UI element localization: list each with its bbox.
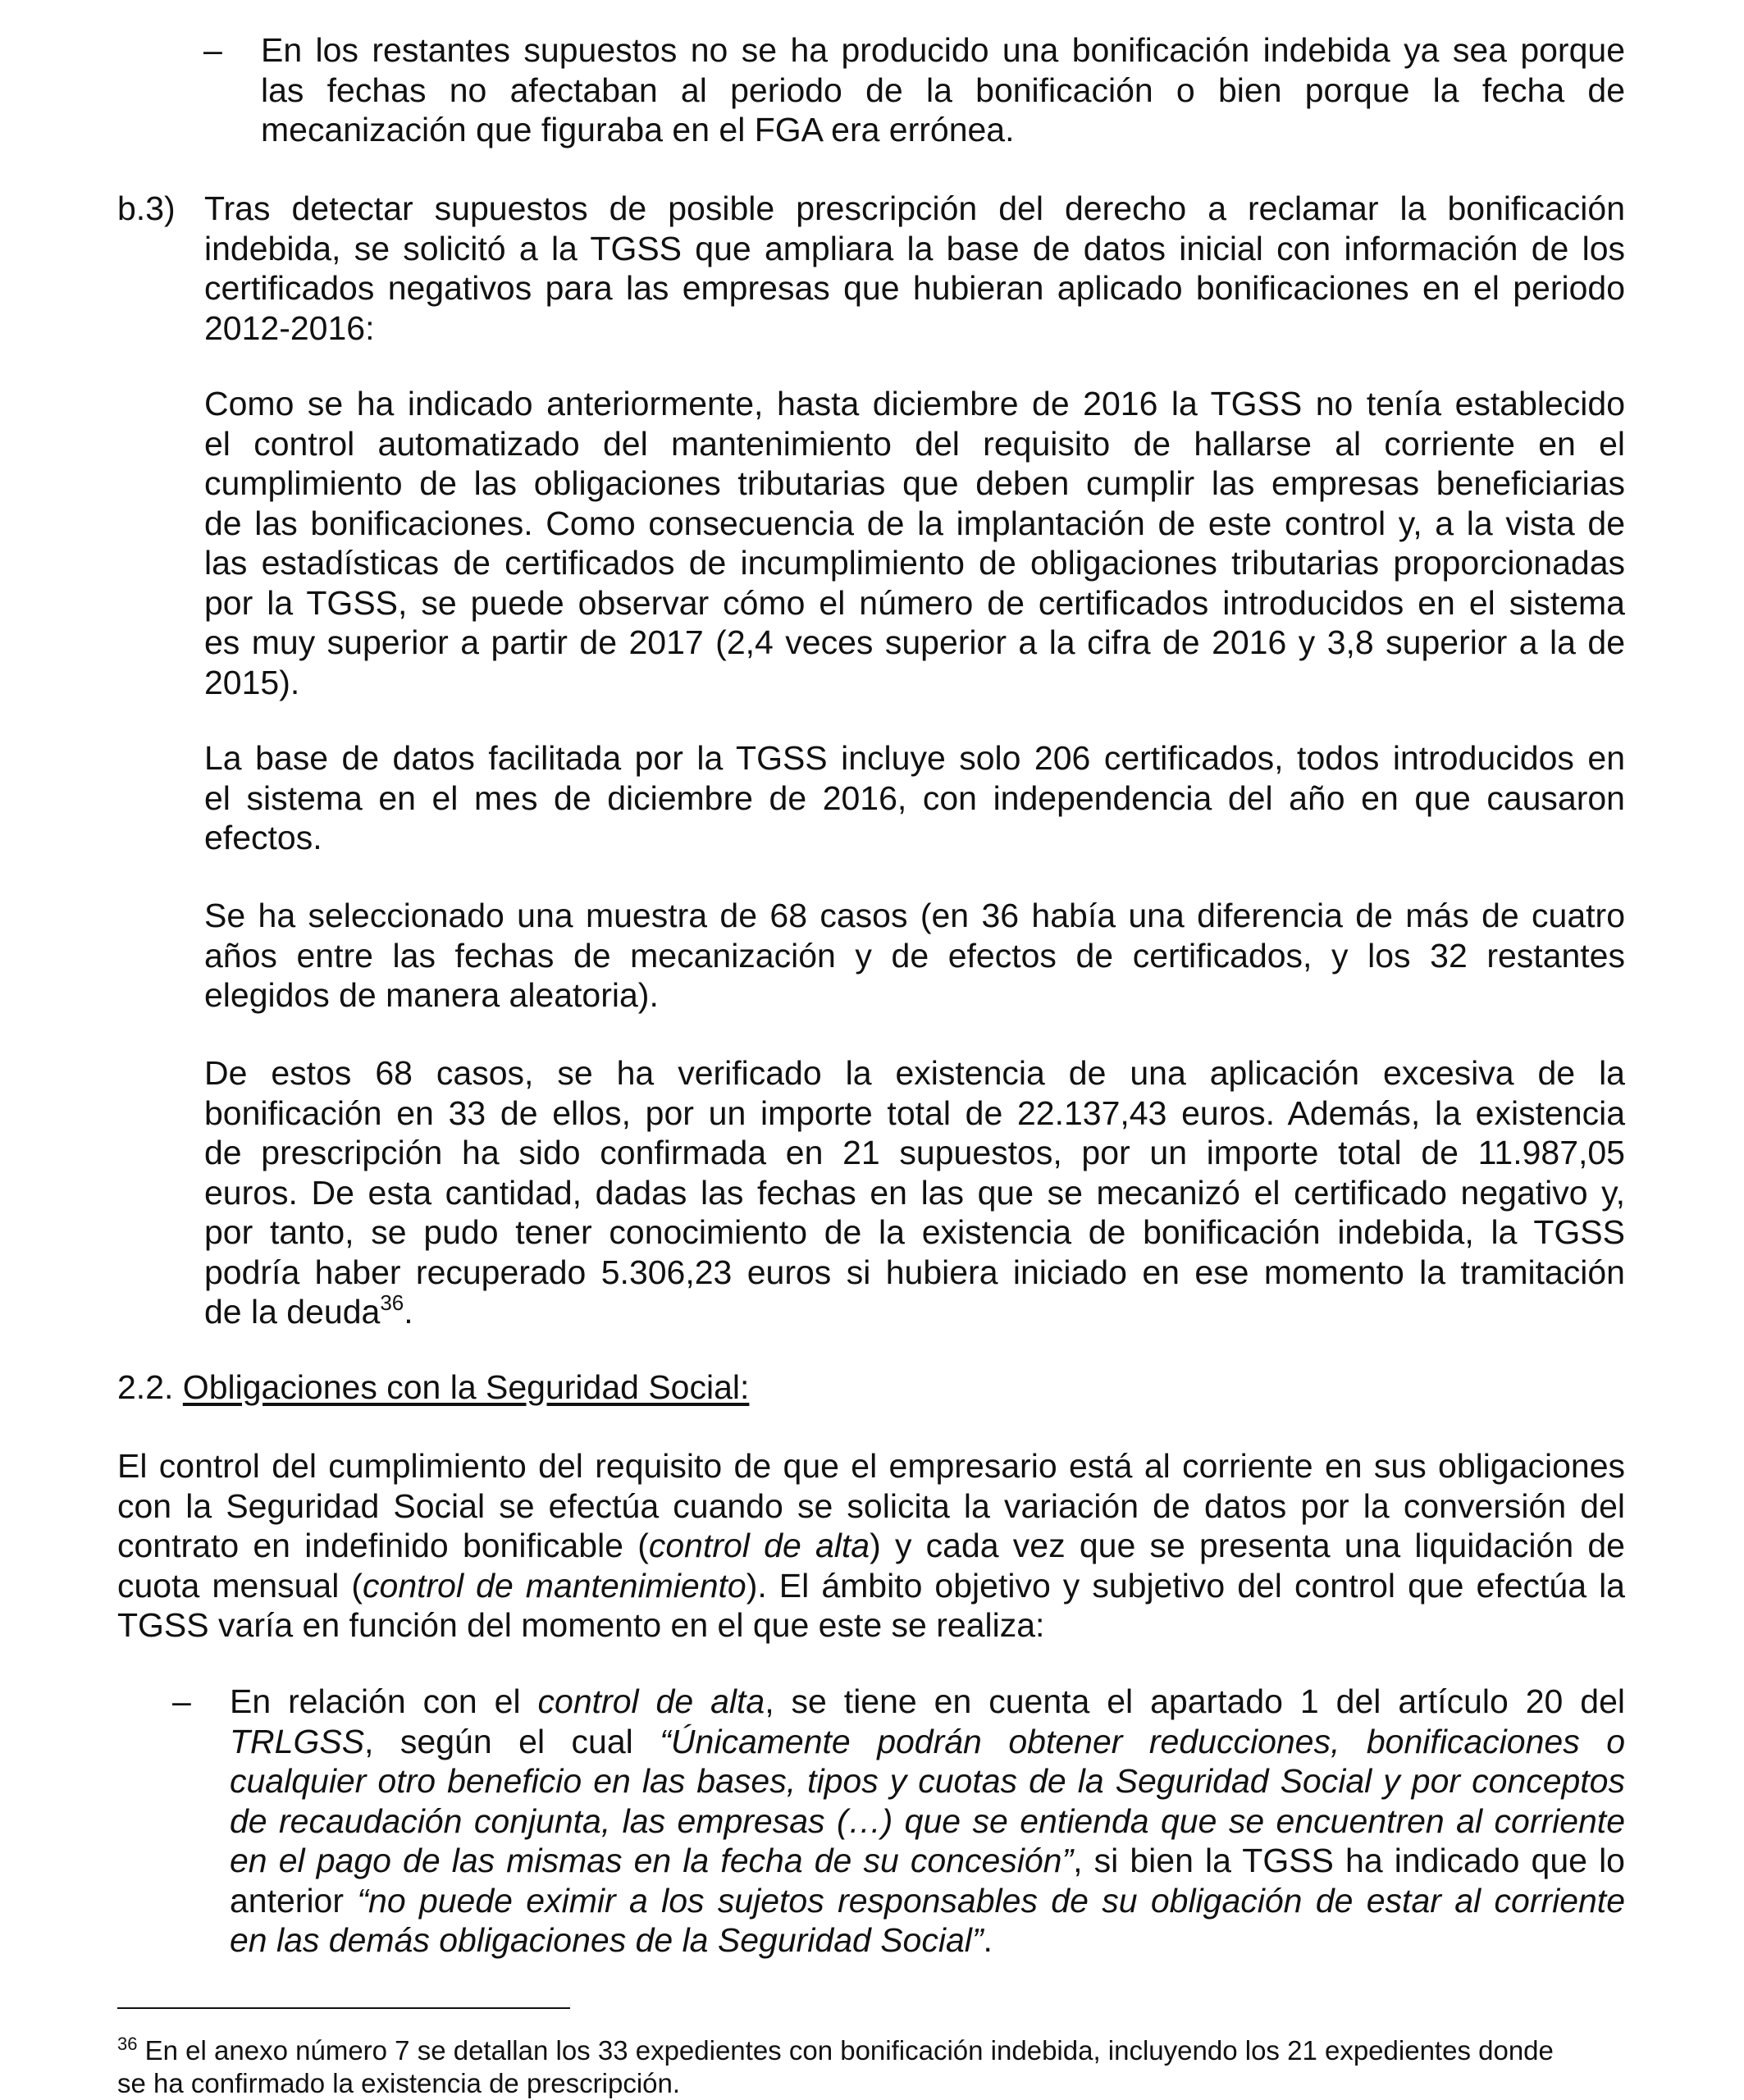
text-span: anterior [230,1881,358,1920]
text-span: de la deuda [204,1293,381,1331]
text-line: años entre las fechas de mecanización y de efectos de certificados, y los 32 restantes [204,936,1625,975]
text-line: efectos. [204,819,322,856]
text-span: , según el cual [364,1722,660,1760]
text-line: con la Seguridad Social se efectúa cuando se solicita la variación de datos por la conversión del [117,1486,1625,1525]
text-line: podría haber recuperado 5.306,23 euros si hubiera iniciado en ese momento la tramitación [204,1253,1625,1291]
list-item-restantes [261,30,1625,150]
quote-line: cualquier otro beneficio en las bases, tipos y cuotas de la Seguridad Social y por conceptos [230,1762,1625,1800]
text-line: 2015). [204,663,300,701]
section-title: Obligaciones con la Seguridad Social: [182,1368,750,1406]
text-span: ). El ámbito objetivo y subjetivo del control que efectúa la [746,1566,1625,1605]
section-heading-2-2 [117,1367,749,1408]
footnote [117,2034,1635,2100]
quote-line: de recaudación conjunta, las empresas (…) que se entienda que se encuentren al corriente [230,1801,1625,1840]
text-span: ) y cada vez que se presenta una liquidación de [870,1527,1625,1564]
emphasis-text: control de mantenimiento [363,1566,746,1605]
text-line: por la TGSS, se puede observar cómo el número de certificados introducidos en el sistema [204,583,1625,622]
list-dash: – [203,31,222,69]
text-line [204,1292,1625,1332]
footnote-number: 36 [117,2034,138,2054]
text-span: , si bien la TGSS ha indicado que lo [1073,1842,1625,1879]
quote-text: “no puede eximir a los sujetos responsables de su obligación de estar al corriente [357,1881,1625,1920]
text-span: cuota mensual ( [117,1566,363,1605]
text-line [117,1566,1625,1606]
text-line: el sistema en el mes de diciembre de 2016, con independencia del año en que causaron [204,778,1625,817]
text-line: cumplimiento de las obligaciones tributarias que deben cumplir las empresas beneficiarias [204,464,1625,502]
paragraph-casos [204,1053,1625,1332]
text-line: bonificación en 33 de ellos, por un importe total de 22.137,43 euros. Además, la existencia [204,1093,1625,1132]
text-line: el control automatizado del mantenimiento del requisito de hallarse al corriente en el [204,424,1625,463]
text-line: En los restantes supuestos no se ha producido una bonificación indebida ya sea porque [261,31,1625,69]
text-span: , se tiene en cuenta el apartado 1 del artículo 20 del [765,1682,1625,1720]
text-line: las fechas no afectaban al periodo de la bonificación o bien porque la fecha de [261,71,1625,109]
emphasis-text: control de alta [537,1682,765,1720]
text-line [230,1841,1625,1881]
text-line: La base de datos facilitada por la TGSS incluye solo 206 certificados, todos introducidos en [204,739,1625,777]
text-line: TGSS varía en función del momento en el que este se realiza: [117,1606,1045,1644]
text-span: contrato en indefinido bonificable ( [117,1527,649,1564]
text-span: . [983,1921,993,1959]
text-line: las estadísticas de certificados de incumplimiento de obligaciones tributarias proporcionadas [204,544,1625,582]
emphasis-text: control de alta [648,1527,870,1564]
text-span: En relación con el [230,1682,538,1720]
footnote-reference[interactable]: 36 [380,1290,404,1315]
text-line [230,1881,1625,1921]
text-line [117,1526,1625,1566]
text-line [230,1722,1625,1762]
paragraph-seguridad-social [117,1446,1625,1646]
text-line: de las bonificaciones. Como consecuencia de la implantación de este control y, a la vista de [204,504,1625,542]
text-line: por tanto, se pudo tener conocimiento de la existencia de bonificación indebida, la TGSS [204,1213,1625,1251]
paragraph-muestra [204,896,1625,1016]
paragraph-control-automatizado [204,384,1625,702]
footnote-separator [117,2007,570,2009]
text-line: es muy superior a partir de 2017 (2,4 veces superior a la cifra de 2016 y 3,8 superior a la de [204,623,1625,661]
text-line: indebida, se solicitó a la TGSS que ampliara la base de datos inicial con información de los [204,229,1625,267]
footnote-line: se ha confirmado la existencia de prescripción. [117,2068,681,2098]
text-line: mecanización que figuraba en el FGA era errónea. [261,111,1015,148]
text-line: 2012-2016: [204,308,375,347]
footnote-line [117,2034,1635,2067]
section-number: 2.2. [117,1368,174,1406]
text-line: De estos 68 casos, se ha verificado la existencia de una aplicación excesiva de la [204,1054,1625,1092]
text-line: de prescripción ha sido confirmada en 21 supuestos, por un importe total de 11.987,05 [204,1134,1625,1171]
text-line: Tras detectar supuestos de posible prescripción del derecho a reclamar la bonificación [204,189,1625,227]
list-item-control-de-alta [230,1682,1625,1961]
quote-text: en el pago de las mismas en la fecha de su concesión” [230,1842,1074,1879]
text-line: certificados negativos para las empresas que hubieran aplicado bonificaciones en el periodo [204,269,1625,307]
emphasis-text: TRLGSS [230,1722,365,1760]
text-line: Como se ha indicado anteriormente, hasta diciembre de 2016 la TGSS no tenía establecido [204,385,1625,422]
paragraph-base-de-datos [204,738,1625,858]
text-span: En el anexo número 7 se detallan los 33 expedientes con bonificación indebida, incluyendo los 21 expedientes donde [137,2035,1554,2066]
text-line: euros. De esta cantidad, dadas las fechas en las que se mecanizó el certificado negativo y, [204,1173,1625,1212]
quote-text: “Únicamente podrán obtener reducciones, bonificaciones o [660,1722,1625,1760]
text-line [230,1682,1625,1722]
text-span: . [404,1293,413,1331]
text-line: Se ha seleccionado una muestra de 68 casos (en 36 había una diferencia de más de cuatro [204,897,1625,934]
text-line: elegidos de manera aleatoria). [204,976,659,1014]
quote-text: en las demás obligaciones de la Seguridad Social” [230,1921,984,1959]
text-line: El control del cumplimiento del requisito de que el empresario está al corriente en sus obligaciones [117,1447,1625,1485]
item-label-b3: b.3) [117,189,176,227]
paragraph-b3 [204,189,1625,348]
text-line [230,1920,1625,1961]
list-dash: – [172,1682,191,1720]
